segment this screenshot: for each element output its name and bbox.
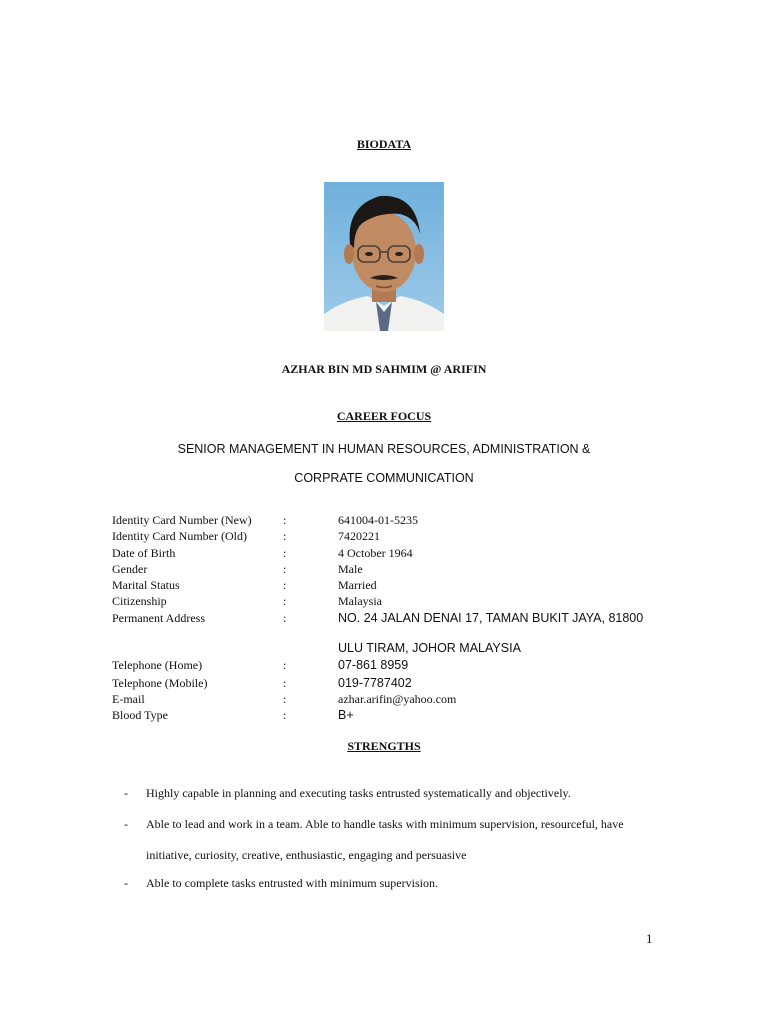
detail-value: 07-861 8959 [338,658,409,672]
detail-label: Identity Card Number (Old) [112,529,247,543]
detail-colon: : [283,594,287,608]
bullet-dash: - [124,876,128,890]
detail-value: 4 October 1964 [338,546,413,560]
detail-row-marital-status [0,578,768,594]
detail-row-dob [0,546,768,562]
full-name: AZHAR BIN MD SAHMIM @ ARIFIN [281,362,487,376]
detail-colon: : [283,658,287,672]
detail-row-telephone-mobile [0,676,768,692]
detail-row-ic-old [0,529,768,545]
detail-colon: : [283,562,287,576]
detail-colon: : [283,513,287,527]
detail-row-ic-new [0,513,768,529]
detail-value: Married [338,578,377,592]
detail-row-blood-type [0,708,768,724]
bullet-dash: - [124,817,128,831]
detail-label: Telephone (Home) [112,658,203,672]
detail-colon: : [283,611,287,625]
page-number: 1 [646,931,653,946]
detail-row-email [0,692,768,708]
career-focus-line-1: SENIOR MANAGEMENT IN HUMAN RESOURCES, ADMINISTRATION & [177,442,591,456]
career-focus-line-2: CORPRATE COMMUNICATION [294,471,474,485]
detail-label: Blood Type [112,708,168,722]
detail-label: Telephone (Mobile) [112,676,208,690]
detail-colon: : [283,546,287,560]
detail-label: Marital Status [112,578,180,592]
strength-text: Able to lead and work in a team. Able to handle tasks with minimum supervision, resourceful, have [146,817,624,831]
detail-row-gender [0,562,768,578]
strength-text-continued: initiative, curiosity, creative, enthusiastic, engaging and persuasive [146,848,467,862]
detail-colon: : [283,578,287,592]
detail-label: E-mail [112,692,145,706]
strength-text: Able to complete tasks entrusted with minimum supervision. [146,876,438,890]
detail-value: 019-7787402 [338,676,412,690]
detail-label: Permanent Address [112,611,205,625]
profile-photo [324,182,444,331]
detail-colon: : [283,692,287,706]
detail-label: Date of Birth [112,546,176,560]
detail-value: Male [338,562,363,576]
career-focus-heading: CAREER FOCUS [336,409,432,423]
strength-text: Highly capable in planning and executing tasks entrusted systematically and objectively. [146,786,571,800]
detail-value: 641004-01-5235 [338,513,418,527]
detail-row-citizenship [0,594,768,610]
detail-value: NO. 24 JALAN DENAI 17, TAMAN BUKIT JAYA, 81800 [338,611,644,625]
detail-value: Malaysia [338,594,382,608]
strengths-heading: STRENGTHS [347,739,421,753]
detail-value: 7420221 [338,529,380,543]
detail-label: Identity Card Number (New) [112,513,252,527]
detail-colon: : [283,676,287,690]
bullet-dash: - [124,786,128,800]
document-title: BIODATA [356,137,412,151]
address-line-2: ULU TIRAM, JOHOR MALAYSIA [338,641,521,655]
detail-label: Gender [112,562,148,576]
detail-colon: : [283,708,287,722]
detail-label: Citizenship [112,594,167,608]
detail-row-address [0,611,768,627]
detail-value: B+ [338,708,354,722]
detail-value: azhar.arifin@yahoo.com [338,692,457,706]
detail-row-telephone-home [0,658,768,674]
detail-colon: : [283,529,287,543]
